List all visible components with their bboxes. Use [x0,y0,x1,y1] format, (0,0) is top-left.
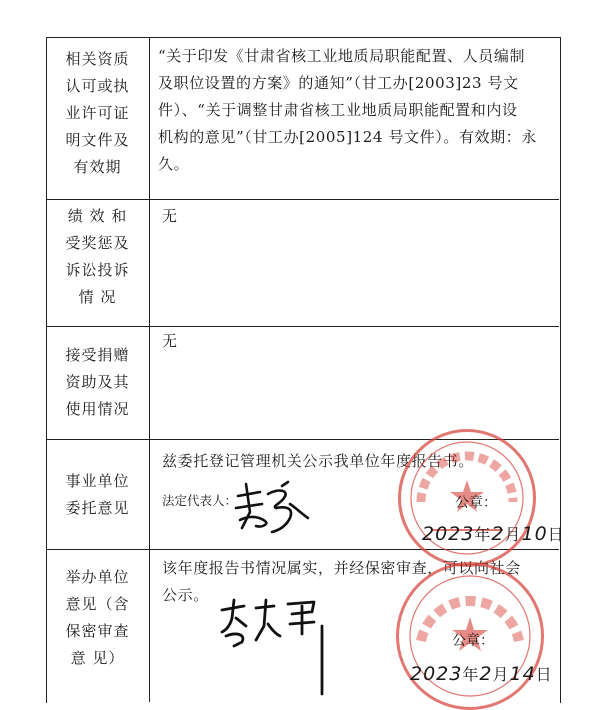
legal-representative-signature [232,478,312,536]
row-label-qualification [48,46,147,181]
date-day: 10 [521,523,548,545]
content-line: 机构的意见”（甘工办[2005]124 号文件）。有效期：永 [158,128,537,146]
content-line: 及职位设置的方案》的通知”（甘工办[2003]23 号文 [158,74,519,92]
label-line: 情 况 [78,288,117,306]
row-content-donations [162,328,552,355]
seal-label: 公章： [452,633,494,649]
date-unit-year: 年 [462,665,480,684]
date-day: 14 [509,663,536,685]
content-line: 件）、“关于调整甘肃省核工业地质局职能配置和内设 [158,101,518,119]
row-label-entrust [48,468,147,522]
date-unit-day: 日 [535,665,553,684]
row-divider [46,199,559,200]
row-divider [46,326,559,327]
label-line: 意 见） [70,649,125,667]
row-label-donations [48,342,147,423]
label-line: 事业单位 [65,472,130,490]
label-line: 意见（含 [65,595,130,613]
content-line: 该年度报告书情况属实，并经保密审查，可以向社会 [162,559,521,577]
date-month: 2 [491,523,505,545]
label-line: 相关资质 [65,50,130,68]
signing-date-entrust [422,522,565,545]
content-line: “关于印发《甘肃省核工业地质局职能配置、人员编制 [158,47,526,65]
date-unit-month: 月 [492,665,510,684]
date-month: 2 [479,663,493,685]
date-unit-day: 日 [547,525,565,544]
row-content-performance [162,203,552,230]
sponsor-signature [218,596,342,696]
label-line: 使用情况 [65,400,130,418]
date-year: 2023 [410,663,463,685]
row-content-qualification [158,43,548,178]
label-line: 业许可证 [65,104,130,122]
label-line: 有效期 [73,158,122,176]
signing-date-sponsor [410,662,553,685]
label-line: 资助及其 [65,373,130,391]
row-label-sponsor [48,564,147,672]
seal-label: 公章： [455,495,497,511]
content-line: 公示。 [162,586,209,604]
content-line: 久。 [158,155,190,173]
label-line: 认可或执 [65,77,130,95]
date-unit-year: 年 [474,525,492,544]
content-line: 兹委托登记管理机关公示我单位年度报告书。 [162,452,475,470]
label-line: 诉讼投诉 [65,261,130,279]
legal-rep-label: 法定代表人： [162,493,238,508]
row-label-performance [48,203,147,311]
label-line: 保密审查 [65,622,130,640]
label-line: 接受捐赠 [65,346,130,364]
label-line: 受奖惩及 [65,234,130,252]
date-year: 2023 [422,523,475,545]
date-unit-month: 月 [504,525,522,544]
label-line: 举办单位 [65,568,130,586]
label-line: 绩 效 和 [67,207,128,225]
column-divider [149,37,150,702]
label-line: 明文件及 [65,131,130,149]
content-line: 无 [162,207,178,225]
label-line: 委托意见 [65,499,130,517]
content-line: 无 [162,332,178,350]
